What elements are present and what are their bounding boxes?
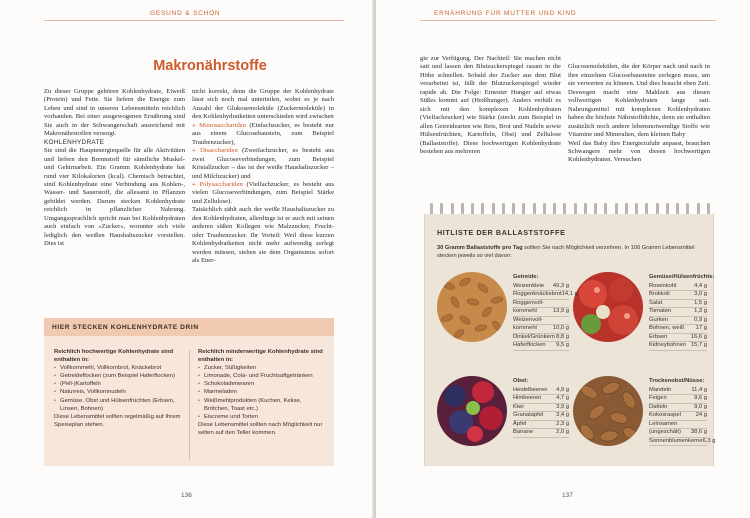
food-name: Granatapfel: [513, 412, 544, 418]
table-row: [513, 342, 569, 351]
fiber-amount: 1,3 g: [694, 308, 707, 314]
header-rule: [420, 20, 716, 21]
food-name: Sonnenblumenkerne: [649, 437, 703, 444]
body-paragraph: nicht korrekt, denn die Gruppe der Kohlenhydrate lässt sich noch mal unterteilen, wobei es je nach Anzahl der Glukosemoleküle (Zuckermoleküle) in den Kohlenhydratketten unterschieden wird zwischen: [192, 88, 334, 121]
table-row: [513, 421, 569, 430]
bullet-text: (Vielfachzucker, es besteht aus vielen Glucoseverbindungen, zum Beispiel Stärke und Zellulose).: [192, 180, 335, 205]
info-box-title: HIER STECKEN KOHLENHYDRATE DRIN: [44, 318, 334, 336]
fiber-amount: 17 g: [695, 325, 707, 331]
fiber-amount: 4,9 g: [556, 386, 569, 393]
fiber-amount: 8,8 g: [556, 333, 569, 340]
food-name: Kiwi: [513, 403, 524, 410]
card-title: HITLISTE DER BALLASTSTOFFE: [437, 228, 566, 237]
table-row: [513, 308, 569, 317]
subheading: KOHLENHYDRATE: [44, 138, 105, 146]
fiber-amount: 13,9 g: [552, 308, 569, 314]
left-page: [0, 0, 374, 518]
table-row: [513, 325, 569, 334]
list-item: • Weißmehlprodukten (Kuchen, Kekse, Brötchen, Toast etc.): [198, 397, 326, 413]
fiber-amount: 4,7 g: [556, 395, 569, 401]
food-name: Haferflocken: [513, 342, 546, 348]
table-row: [513, 387, 569, 396]
food-name: Äpfel: [513, 420, 527, 427]
body-paragraph: Sie sind die Hauptenergiequelle für alle Aktivitäten und liefern den Brennstoff für sämtliche Muskel- und Gehirnarbeit. Ein Gramm Kohlenhydrate hat rund vier Kilokalorien (kcal). Chemisch betrachtet, sind Kohlenhydrate eine Verbindung aus Kohlen-, Wasser- und Sauerstoff, die allesamt in Pflanzen gebildet werden. Darum stecken Kohlenhydrate reichlich in pflanzlicher Nahrung. Umgangssprachlich spricht man bei Kohlenhydraten auch einfach von »Zucker«, worunter sich viele lediglich den weißen Haushaltszucker vorstellen. Dies ist: [44, 147, 185, 248]
list-item: • Marmeladen: [198, 388, 326, 396]
fiber-amount: 9,6 g: [694, 395, 707, 401]
list-item: • Eiscreme und Torten: [198, 413, 326, 421]
body-paragraph: Tatsächlich zählt auch der weiße Haushaltszucker zu den Kohlenhydraten, allerdings ist er auch mit seinen anderen süßen Kollegen wie Malzzucker, Frucht- oder Traubenzucker. Ihr Vorteil: Weil diese kurzen Kohlenhydratketten nicht mehr aufwendig zerlegt werden müssen, stehen sie dem Organismus sofort als Ener-: [192, 206, 334, 265]
food-name: Roggenvoll-: [513, 299, 544, 306]
list-heading: Reichlich hochwertige Kohlenhydrate sind enthalten in:: [54, 349, 174, 364]
bullet-text: (Einfachzucker, es besteht nur aus einem Glucosebaustein, zum Beispiel Traubenzucker),: [192, 121, 334, 146]
list-item: • (Pell-)Kartoffeln: [54, 380, 182, 388]
table-row: [513, 334, 569, 343]
food-name: Rosenkohl: [649, 282, 677, 289]
food-name: Weizenvoll-: [513, 316, 543, 323]
table-row: [649, 317, 707, 326]
table-obst: [513, 378, 569, 438]
body-paragraph: gie zur Verfügung. Der Nachteil: Sie machen nicht satt und lassen den Blutzuckerspiegel rasant in die Höhe schnellen. Sobald der Zucker aus dem Blut verarbeitet ist, fällt der Blutzuckerspiegel wieder rapide ab. Die Folge: Erneuter Hunger auf etwas Süßes kommt auf (Heißhunger). Anders verhält es sich mit den komplexen Kohlenhydraten (Vielfachzucker) wie Stärke (steckt zum Beispiel in allen Getreidearten wie Reis, Brot und Nudeln sowie Hülsenfrüchten, Kartoffeln, Obst) und Zellulose (Ballaststoffe). Diese hochwertigen Kohlenhydrate bestehen aus mehreren: [420, 55, 561, 155]
food-name: Mandeln: [649, 386, 672, 393]
bullet-text: (Zweifachzucker, es besteht aus zwei Glucoseverbindungen, zum Beispiel Kristallzucker – das ist der weiße Haushaltszucker – und Milchzucker) und: [192, 147, 335, 180]
food-name: Brokkoli: [649, 291, 670, 297]
table-row: [649, 283, 707, 292]
list-footer: Diese Lebensmittel sollten nach Möglichkeit nur selten auf den Teller kommen.: [198, 421, 323, 436]
table-gemuese: [649, 274, 715, 351]
table-row: [649, 342, 707, 351]
bullet-icon: +: [192, 180, 200, 188]
fiber-amount: 9,5 g: [556, 342, 569, 348]
food-name: Kidneybohnen: [649, 342, 687, 348]
page-number: 136: [181, 492, 192, 499]
table-row: [513, 395, 569, 404]
bullet-icon: +: [192, 121, 200, 129]
bullet-icon: +: [192, 147, 201, 155]
food-name: (ungeschält): [649, 429, 681, 435]
table-trocken: [649, 378, 716, 446]
fiber-amount: 10,0 g: [552, 325, 569, 331]
table-row: [649, 325, 707, 334]
card-intro: [437, 244, 707, 260]
table-getreide: [513, 274, 578, 351]
fiber-amount: 1,5 g: [694, 299, 707, 306]
list-item: • Zucker, Süßigkeiten: [198, 364, 326, 372]
food-name: Himbeeren: [513, 395, 542, 401]
term: Monosacchariden: [199, 121, 246, 129]
info-box: [44, 318, 334, 466]
fiber-amount: 14,1 g: [561, 291, 578, 297]
vegetable-photo: [573, 272, 643, 342]
table-row: [513, 317, 569, 326]
table-heading: Getreide:: [513, 274, 539, 280]
food-name: Bohnen, weiß: [649, 325, 685, 331]
column-2: [568, 55, 710, 173]
info-box-left-column: [54, 348, 182, 429]
table-heading: Obst:: [513, 378, 529, 384]
table-row: [649, 429, 707, 438]
food-name: Banane: [513, 429, 533, 435]
food-name: kornmehl: [513, 325, 537, 331]
intro-text: sollten Sie nach Möglichkeit verzehren. In 100 Gramm Lebensmittel stecken jeweils so viel davon:: [437, 245, 695, 259]
table-row: [649, 308, 707, 317]
table-row: [513, 412, 569, 421]
info-box-right-column: [198, 348, 326, 437]
intro-bold: 30 Gramm Ballaststoffe pro Tag: [437, 245, 523, 251]
body-paragraph: Glucosemolekülen, die der Körper nach und nach in ihre einzelnen Glucosebausteine zerlegen muss, um sie verwerten zu können. Und dies braucht eben Zeit. Deswegen macht eine Mahlzeit aus diesen vollwertigen Kohlenhydraten lange satt. Nahrungsmittel mit komplexen Kohlenhydraten haben die höchste Nährstoffdichte, denn sie enthalten zusätzlich noch andere lebensnotwendige Stoffe wie Vitamine und Mineralien, dem kleinen Baby Weil das Baby ihre Energiezufuhr anpasst, brauchen Schwangere mehr von diesen hochwertigen Kohlenhydraten. Versuchen: [568, 63, 710, 164]
list-footer: Diese Lebensmittel sollten regelmäßig auf Ihrem Speiseplan stehen.: [54, 413, 181, 428]
table-row: [513, 404, 569, 413]
table-row: [649, 387, 707, 396]
page-number: 137: [562, 492, 573, 499]
bullet-item: [192, 122, 334, 147]
running-header: GESUND & SCHÖN: [150, 10, 221, 17]
food-name: Dinkel/Grünkern: [513, 333, 555, 340]
term: Disacchariden: [200, 147, 238, 155]
fiber-amount: 38,6 g: [690, 429, 707, 435]
fiber-amount: 49,3 g: [552, 282, 569, 289]
fiber-amount: 16,6 g: [690, 333, 707, 340]
fiber-list-card: [424, 214, 714, 466]
food-name: kornmehl: [513, 308, 537, 314]
food-name: Datteln: [649, 403, 668, 410]
food-name: Erbsen: [649, 333, 668, 340]
term: Polysacchariden: [199, 180, 243, 188]
fiber-amount: 15,7 g: [690, 342, 707, 348]
table-row: [513, 283, 569, 292]
berry-photo: [437, 376, 507, 446]
list-item: • Gemüse, Obst und Hülsenfrüchten (Erbsen, Linsen, Bohnen): [54, 397, 182, 413]
table-heading: Gemüse/Hülsenfrüchte:: [649, 274, 715, 280]
table-row: [649, 300, 707, 309]
column-2: [192, 88, 334, 266]
fiber-amount: 2,0 g: [556, 429, 569, 435]
food-name: Heidelbeeren: [513, 386, 548, 393]
fiber-amount: 3,9 g: [556, 403, 569, 410]
fiber-amount: 3,4 g: [556, 412, 569, 418]
table-heading: Trockenobst/Nüsse:: [649, 378, 705, 384]
list-item: • Getreideflocken (zum Beispiel Haferflocken): [54, 372, 182, 380]
fiber-amount: 0,9 g: [694, 316, 707, 323]
divider: [189, 350, 190, 460]
fiber-amount: 2,3 g: [556, 420, 569, 427]
table-row: [513, 291, 578, 300]
list-item: • Limonade, Cola- und Fruchtsaftgetränken: [198, 372, 326, 380]
fiber-amount: 11,4 g: [691, 386, 707, 393]
food-name: Weizenkleie: [513, 282, 545, 289]
food-name: Roggenknäckebrot: [513, 291, 562, 297]
list-item: • Vollkornmehl, Vollkornbrot, Knäckebrot: [54, 364, 182, 372]
nut-photo: [573, 376, 643, 446]
fiber-amount: 24 g: [695, 412, 707, 418]
column-1: [44, 88, 185, 249]
food-name: Feigen: [649, 395, 667, 401]
list-heading: Reichlich minderwertige Kohlenhydrate sind enthalten in:: [198, 349, 323, 364]
table-row: [513, 429, 569, 438]
food-name: Salat: [649, 299, 663, 306]
running-header: ERNÄHRUNG FÜR MUTTER UND KIND: [434, 10, 577, 17]
section-title: Makronährstoffe: [153, 58, 267, 74]
bullet-item: [192, 147, 334, 181]
table-row: [649, 291, 707, 300]
grain-photo: [437, 272, 507, 342]
food-name: Gurken: [649, 316, 669, 323]
list-item: • Naturreis, Vollkornnudeln: [54, 388, 182, 396]
fiber-amount: 3,0 g: [694, 291, 707, 297]
column-1: [420, 55, 561, 156]
table-row: [649, 437, 716, 447]
table-row: [649, 334, 707, 343]
table-row: [649, 412, 707, 421]
fiber-amount: 6,3 g: [702, 437, 716, 444]
table-row: [649, 395, 707, 404]
intro-paragraph: Zu dieser Gruppe gehören Kohlenhydrate, Eiweiß (Protein) und Fette. Sie liefern die Energie zum Leben und sind in unseren Lebensmitteln reichlich vorhanden. Bei einer ausgewogenen Ernährung sind Sie auch in der Schwangerschaft ausreichend mit Makronährstoffen versorgt.: [44, 88, 185, 138]
food-name: Kokosraspel: [649, 412, 681, 418]
fiber-amount: 9,0 g: [694, 403, 707, 410]
food-name: Tomaten: [649, 308, 672, 314]
fiber-amount: 4,4 g: [694, 282, 707, 289]
header-rule: [44, 20, 344, 21]
list-item: • Schokoladenwaren: [198, 380, 326, 388]
table-row: [649, 404, 707, 413]
table-row: [649, 421, 707, 430]
right-page: [376, 0, 750, 518]
food-name: Leinsamen: [649, 420, 678, 427]
bullet-item: [192, 181, 334, 206]
table-row: [513, 300, 569, 309]
